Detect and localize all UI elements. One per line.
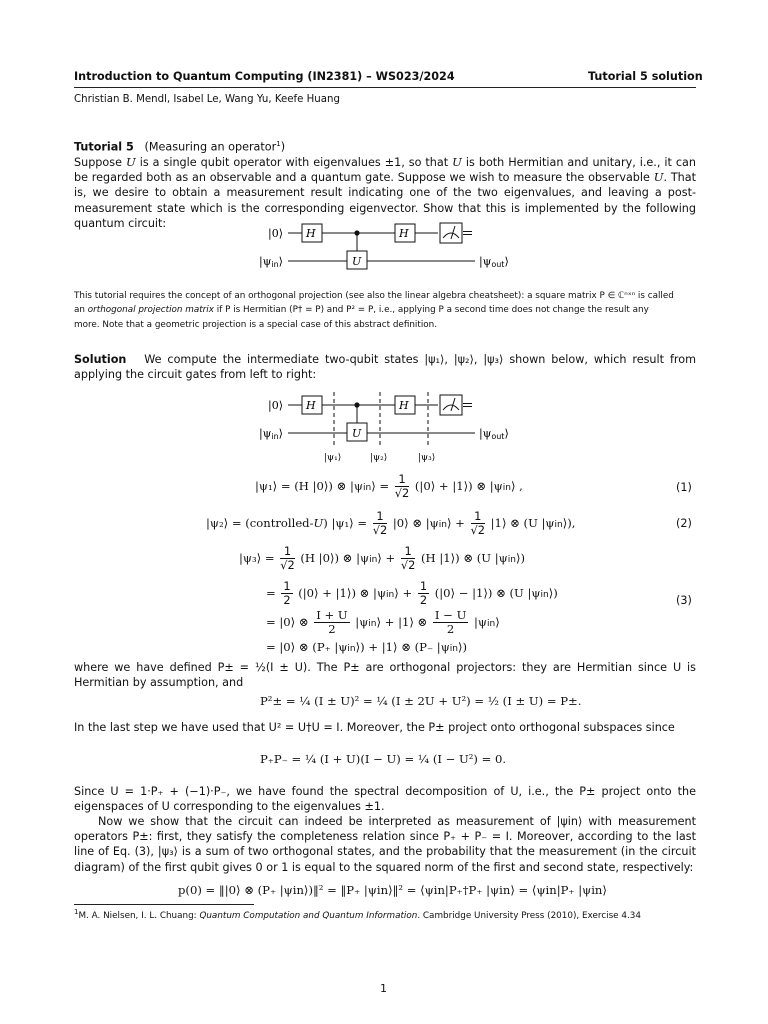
equation-3-line-2: = $\frac{1}{2}$ (|0⟩ + |1⟩) ⊗ |ψin⟩ + $\frac{1}{2}$ (|0⟩ − |1⟩) ⊗ (U |ψin⟩) — [266, 579, 558, 607]
problem-subtitle-close: ) — [280, 140, 286, 154]
remark-term: orthogonal projection matrix — [87, 305, 214, 316]
control-dot — [354, 230, 359, 235]
equation-probability: p(0) = ‖|0⟩ ⊗ (P₊ |ψin⟩)‖² = ‖P₊ |ψin⟩‖² = ⟨ψin|P₊†P₊ |ψin⟩ = ⟨ψin|P₊ |ψin⟩ — [178, 883, 607, 897]
var-U-3: U — [653, 170, 664, 185]
solution-intro — [74, 352, 696, 382]
problem-text-b: is a single qubit operator with eigenvalues ±1, so that — [139, 155, 449, 169]
problem-text-c: is both Hermitian and unitary, i.e., it can be regarded both as an observable and a quantum gate. Suppose we wish to measure the observable — [74, 155, 696, 185]
footnote-ref: 1 — [276, 140, 281, 148]
equation-3-line-3: = |0⟩ ⊗ $\frac{I + U}{2}$ |ψin⟩ + |1⟩ ⊗ $\frac{I - U}{2}$ |ψin⟩ — [266, 608, 500, 636]
remark-line1: This tutorial requires the concept of an orthogonal projection (see also the linear algebra cheatsheet): a square matrix P ∈ ℂⁿˣⁿ is called — [74, 291, 674, 301]
equation-number-1: (1) — [676, 481, 692, 494]
problem-subtitle: (Measuring an operator — [144, 140, 277, 154]
output-ket-psi: |ψout⟩ — [479, 255, 509, 269]
slice-label-2: |ψ₂⟩ — [370, 453, 388, 463]
circuit-diagram-2 — [250, 392, 520, 464]
equation-1: |ψ₁⟩ = (H |0⟩) ⊗ |ψin⟩ = $\frac{1}{√2}$ (|0⟩ + |1⟩) ⊗ |ψin⟩ , — [255, 472, 523, 500]
equation-number-3: (3) — [676, 594, 692, 607]
remark-line3: more. Note that a geometric projection is a special case of this abstract definition. — [74, 319, 438, 330]
equation-number-2: (2) — [676, 517, 692, 530]
var-U-2: U — [452, 154, 462, 169]
slice-label-3: |ψ₃⟩ — [418, 453, 436, 463]
problem-text-a: Suppose — [74, 155, 122, 169]
equation-3-line-4: = |0⟩ ⊗ (P₊ |ψin⟩) + |1⟩ ⊗ (P₋ |ψin⟩) — [266, 640, 468, 654]
authors: Christian B. Mendl, Isabel Le, Wang Yu, Keefe Huang — [74, 94, 340, 105]
input-ket-0: |0⟩ — [268, 227, 283, 240]
gate-H2-label: H — [399, 227, 409, 240]
last-step-text: In the last step we have used that U² = U†U = I. Moreover, the P± project onto orthogonal subspaces since — [74, 721, 675, 734]
slice-label-1: |ψ₁⟩ — [324, 453, 342, 463]
spectral-text: Since U = 1·P₊ + (−1)·P₋, we have found the spectral decomposition of U, i.e., the P± project onto the eigenspaces of U corresponding to the eigenvalues ±1. — [74, 785, 696, 814]
remark-line2c: if P is Hermitian (P† = P) and P² = P, i.e., applying P a second time does not change the result any — [216, 305, 649, 316]
output-ket-psi: |ψout⟩ — [479, 427, 509, 441]
header-rule — [74, 87, 696, 88]
footnote-rule — [74, 904, 254, 905]
gate-H1-label: H — [306, 399, 316, 412]
gate-H1-label: H — [306, 227, 316, 240]
equation-2: |ψ₂⟩ = (controlled-U) |ψ₁⟩ = $\frac{1}{√2}$ |0⟩ ⊗ |ψin⟩ + $\frac{1}{√2}$ |1⟩ ⊗ (U |ψin⟩), — [206, 509, 576, 537]
tutorial-label: Tutorial 5 solution — [588, 70, 703, 83]
control-dot — [354, 402, 359, 407]
equation-p-squared: P²± = ¼ (I ± U)² = ¼ (I ± 2U + U²) = ½ (I ± U) = P±. — [260, 694, 582, 708]
projector-definition: where we have defined P± = ½(I ± U). The P± are orthogonal projectors: they are Hermitian since U is Hermitian by assumption, and — [74, 661, 696, 690]
input-ket-0: |0⟩ — [268, 399, 283, 412]
remark-line2a: an — [74, 305, 85, 316]
input-ket-psi: |ψin⟩ — [259, 255, 283, 269]
remark-block — [74, 289, 696, 332]
solution-heading: Solution — [74, 353, 127, 366]
problem-block — [74, 137, 696, 231]
measurement-paragraph: Now we show that the circuit can indeed be interpreted as measurement of |ψin⟩ with measurement operators P±: first, they satisfy the completeness relation since P₊ + P₋ = I. Moreover, according to the last line of Eq. (3), |ψ₃⟩ is a sum of two orthogonal states, and the probability that the measurement (in the circuit diagram) of the first qubit gives 0 or 1 is equal to the squared norm of the first and second state, respectively: — [74, 815, 696, 874]
course-title: Introduction to Quantum Computing (IN2381) – WS023/2024 — [74, 70, 455, 83]
gate-U-label: U — [352, 255, 362, 268]
circuit-diagram-1 — [250, 220, 520, 275]
equation-3-line-1: |ψ₃⟩ = $\frac{1}{√2}$ (H |0⟩) ⊗ |ψin⟩ + $\frac{1}{√2}$ (H |1⟩) ⊗ (U |ψin⟩) — [239, 544, 525, 572]
equation-orthogonal: P₊P₋ = ¼ (I + U)(I − U) = ¼ (I − U²) = 0. — [260, 752, 507, 766]
page-number: 1 — [380, 982, 387, 995]
footnote: $^1$M. A. Nielsen, I. L. Chuang: Quantum Computation and Quantum Information. Cambridge University Press (2010), Exercise 4.34 — [74, 908, 641, 921]
problem-text-d: . That is, we desire to obtain a measurement result indicating one of the two eigenvalues, and leaving a post-measurement state which is the corresponding eigenvector. Show that this is implemented by the following quantum circuit: — [74, 171, 697, 230]
gate-U-label: U — [352, 427, 362, 440]
solution-intro-text: We compute the intermediate two-qubit states |ψ₁⟩, |ψ₂⟩, |ψ₃⟩ shown below, which result from applying the circuit gates from left to right: — [74, 353, 696, 382]
input-ket-psi: |ψin⟩ — [259, 427, 283, 441]
var-U-1: U — [125, 154, 136, 169]
gate-H2-label: H — [399, 399, 409, 412]
problem-heading: Tutorial 5 — [74, 140, 134, 154]
